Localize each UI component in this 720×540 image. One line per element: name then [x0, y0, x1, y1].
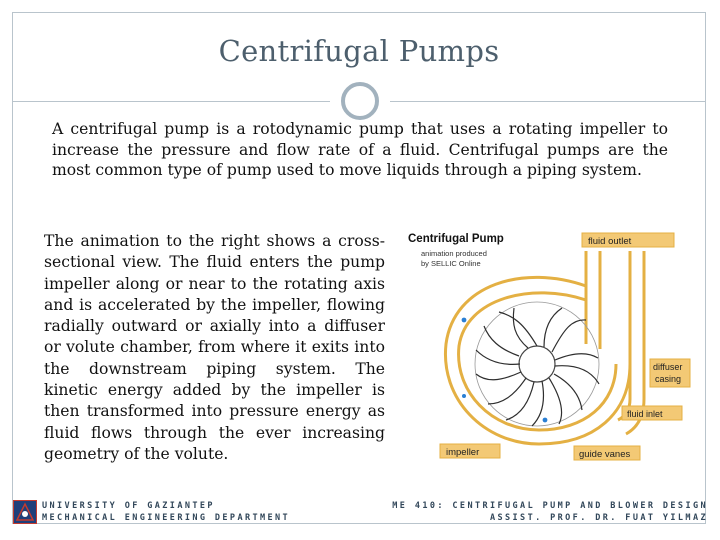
svg-text:fluid outlet: fluid outlet	[588, 236, 632, 247]
intro-paragraph: A centrifugal pump is a rotodynamic pump that uses a rotating impeller to increase the pressure and flow rate of a fluid. Centrifugal pumps are the most common type of pump used to move liquids through a piping system.	[52, 120, 668, 179]
body-paragraph: The animation to the right shows a cross-sectional view. The fluid enters the pump impeller along or near to the rotating axis and is accelerated by the impeller, flowing radially outward or axially into a diffuser or volute chamber, from where it exits into the downstream piping system. The kinetic energy added by the impeller is then transformed into pressure energy as fluid flows through the ever increasing geometry of the volute.	[44, 232, 385, 463]
fluid-particle-dot	[462, 394, 466, 398]
svg-text:fluid inlet: fluid inlet	[627, 409, 663, 419]
svg-text:diffuser: diffuser	[653, 362, 683, 372]
diagram-credit-line2: by SELLIC Online	[421, 259, 481, 268]
impeller-vanes	[475, 302, 599, 426]
slide-title: Centrifugal Pumps	[218, 34, 500, 68]
svg-text:impeller: impeller	[446, 447, 480, 458]
label-fluid-inlet	[622, 406, 682, 420]
fluid-particle-dot	[462, 318, 467, 323]
svg-text:casing: casing	[655, 374, 682, 384]
footer-course-title: ME 410: CENTRIFUGAL PUMP AND BLOWER DESIGN	[392, 501, 708, 511]
footer-instructor: ASSIST. PROF. DR. FUAT YILMAZ	[489, 512, 708, 523]
diagram-credit-line1: animation produced	[421, 249, 487, 258]
label-impeller	[440, 444, 500, 458]
svg-text:guide vanes: guide vanes	[579, 449, 631, 460]
footer-course	[392, 501, 708, 527]
centrifugal-pump-diagram	[404, 224, 692, 468]
label-guide-vanes	[574, 446, 640, 460]
footer-department: MECHANICAL ENGINEERING DEPARTMENT	[42, 512, 291, 523]
fluid-particle-dot	[543, 418, 548, 423]
title-circle-ornament	[341, 82, 379, 120]
fluid-particles	[462, 318, 548, 423]
label-diffuser-casing	[650, 359, 690, 387]
footer-institution	[42, 501, 290, 527]
university-seal-icon	[13, 500, 37, 524]
label-fluid-outlet	[582, 233, 674, 247]
footer-university: UNIVERSITY OF GAZIANTEP	[42, 501, 215, 511]
diagram-heading: Centrifugal Pump	[408, 233, 504, 245]
